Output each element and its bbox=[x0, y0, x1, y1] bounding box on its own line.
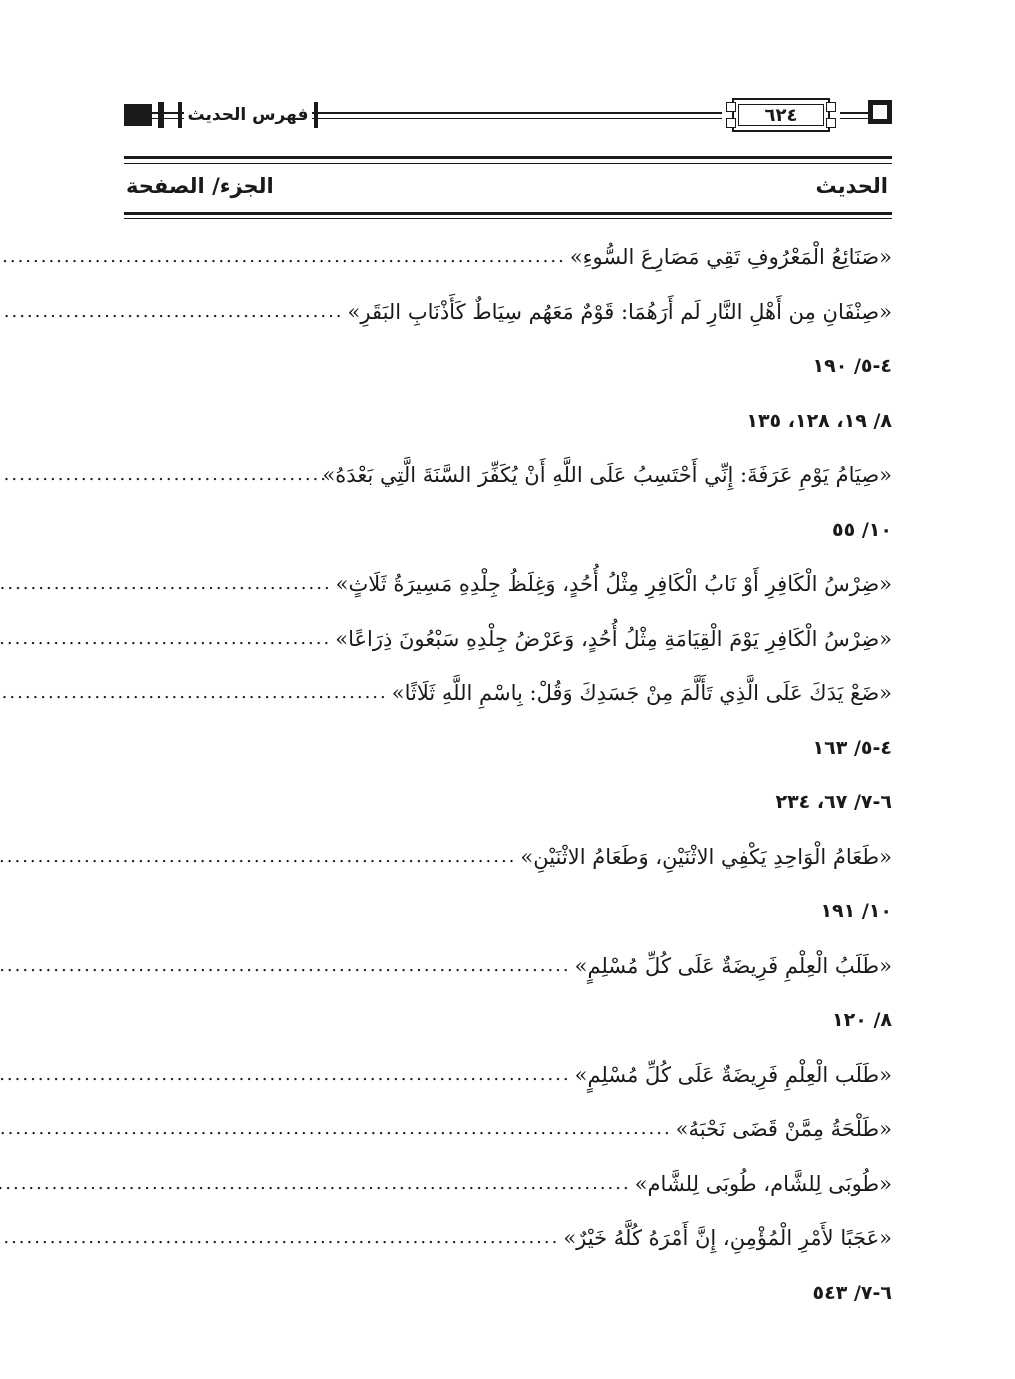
top-rule-thin bbox=[124, 163, 892, 164]
hadith-text: «صَنَائِعُ الْمَعْرُوفِ تَقِي مَصَارِعَ السُّوءِ» bbox=[569, 245, 892, 270]
frame-corner-ornament bbox=[726, 102, 736, 112]
leader-dots bbox=[0, 246, 566, 268]
header-ornament-block bbox=[124, 104, 152, 126]
index-entry-continuation bbox=[124, 503, 892, 558]
index-entry bbox=[124, 230, 892, 285]
index-entry bbox=[124, 1048, 892, 1103]
hadith-text: «طَلَب الْعِلْمِ فَرِيضَةٌ عَلَى كُلِّ مُسْلِمٍ» bbox=[574, 1062, 892, 1087]
hadith-text: «ضِرْسُ الْكَافِرِ يَوْمَ الْقِيَامَةِ مِثْلُ أُحُدٍ، وَعَرْضُ جِلْدِهِ سَبْعُونَ ذِرَاعًا» bbox=[335, 626, 892, 651]
hadith-text: «صِيَامُ يَوْمِ عَرَفَةَ: إِنِّي أَحْتَسِبُ عَلَى اللَّهِ أَنْ يُكَفِّرَ السَّنَةَ الَّتِي بَعْدَهُ» bbox=[322, 463, 892, 488]
index-entry bbox=[124, 1211, 892, 1266]
leader-dots bbox=[0, 301, 344, 323]
heading-rule-thin bbox=[124, 218, 892, 219]
section-title: فهرس الحديث bbox=[187, 105, 309, 125]
index-entry bbox=[124, 557, 892, 612]
leader-dots bbox=[0, 1173, 631, 1195]
header-ornament-bar bbox=[158, 102, 164, 128]
frame-corner-ornament bbox=[726, 118, 736, 128]
index-entry bbox=[124, 612, 892, 667]
index-entry-continuation bbox=[124, 721, 892, 776]
hadith-text: «صِنْفَانِ مِن أَهْلِ النَّارِ لَم أَرَهُمَا: قَوْمٌ مَعَهُم سِيَاطٌ كَأَذْنَابِ البَقَرِ» bbox=[347, 299, 892, 324]
section-title-box bbox=[184, 96, 312, 134]
index-entry-continuation bbox=[124, 339, 892, 394]
volume-page-ref: ٤-٥/ ١٦٣ bbox=[812, 736, 892, 759]
index-entry bbox=[124, 666, 892, 721]
index-entry bbox=[124, 1102, 892, 1157]
page-number-frame bbox=[722, 96, 840, 134]
index-entry-continuation bbox=[124, 993, 892, 1048]
hadith-text: «عَجَبًا لأَمْرِ الْمُؤْمِنِ، إِنَّ أَمْرَهُ كُلَّهُ خَيْرٌ» bbox=[563, 1226, 892, 1251]
leader-dots bbox=[0, 1118, 672, 1140]
index-entry bbox=[124, 1157, 892, 1212]
hadith-text: «طُوبَى لِلشَّام، طُوبَى لِلشَّام» bbox=[634, 1171, 892, 1196]
index-entry-continuation bbox=[124, 884, 892, 939]
frame-corner-ornament bbox=[826, 118, 836, 128]
column-heading-volume-page: الجزء/ الصفحة bbox=[126, 174, 274, 198]
hadith-text: «ضِرْسُ الْكَافِرِ أَوْ نَابُ الْكَافِرِ مِثْلُ أُحُدٍ، وَغِلَظُ جِلْدِهِ مَسِيرَةُ ثَلَاثٍ» bbox=[335, 572, 892, 597]
index-entry-continuation bbox=[124, 1266, 892, 1321]
index-entry bbox=[124, 939, 892, 994]
leader-dots bbox=[0, 464, 328, 486]
hadith-text: «ضَعْ يَدَكَ عَلَى الَّذِي تَأَلَّمَ مِنْ جَسَدِكَ وَقُلْ: بِاسْمِ اللَّهِ ثَلَاثًا» bbox=[391, 681, 892, 706]
index-entry bbox=[124, 830, 892, 885]
volume-page-ref: ٨/ ١٢٠ bbox=[832, 1009, 892, 1032]
volume-page-ref: ١٠/ ١٩١ bbox=[820, 900, 892, 923]
volume-page-ref: ١٠/ ٥٥ bbox=[832, 518, 892, 541]
page-number: ٦٢٤ bbox=[764, 104, 798, 126]
page-number-inner-box bbox=[738, 104, 824, 126]
index-entry-continuation bbox=[124, 394, 892, 449]
index-entry bbox=[124, 448, 892, 503]
index-entry bbox=[124, 285, 892, 340]
volume-page-ref: ٨/ ١٩، ١٢٨، ١٣٥ bbox=[746, 409, 892, 432]
column-headings bbox=[124, 168, 892, 208]
leader-dots bbox=[0, 846, 516, 868]
column-heading-hadith: الحديث bbox=[815, 174, 888, 198]
heading-rule-thick bbox=[124, 212, 892, 215]
hadith-text: «طَلَبُ الْعِلْمِ فَرِيضَةٌ عَلَى كُلِّ مُسْلِمٍ» bbox=[574, 953, 892, 978]
header-ornament-bar bbox=[314, 102, 318, 128]
hadith-index-list bbox=[124, 230, 892, 1320]
leader-dots bbox=[0, 628, 331, 650]
leader-dots bbox=[0, 955, 571, 977]
top-rule-thick bbox=[124, 156, 892, 159]
header-ornament-square bbox=[868, 100, 892, 124]
index-entry-continuation bbox=[124, 775, 892, 830]
volume-page-ref: ٦-٧/ ٥٤٣ bbox=[812, 1281, 892, 1304]
frame-corner-ornament bbox=[826, 102, 836, 112]
leader-dots bbox=[0, 573, 332, 595]
leader-dots bbox=[0, 682, 388, 704]
leader-dots bbox=[0, 1227, 559, 1249]
running-header bbox=[124, 96, 892, 136]
header-ornament-bar bbox=[178, 102, 182, 128]
hadith-text: «طَعَامُ الْوَاحِدِ يَكْفِي الاثْنَيْنِ، وَطَعَامُ الاثْنَيْنِ» bbox=[520, 844, 892, 869]
volume-page-ref: ٤-٥/ ١٩٠ bbox=[812, 355, 892, 378]
hadith-text: «طَلْحَةُ مِمَّنْ قَضَى نَحْبَهُ» bbox=[675, 1117, 892, 1142]
leader-dots bbox=[0, 1064, 571, 1086]
volume-page-ref: ٦-٧/ ٦٧، ٢٣٤ bbox=[775, 791, 892, 814]
